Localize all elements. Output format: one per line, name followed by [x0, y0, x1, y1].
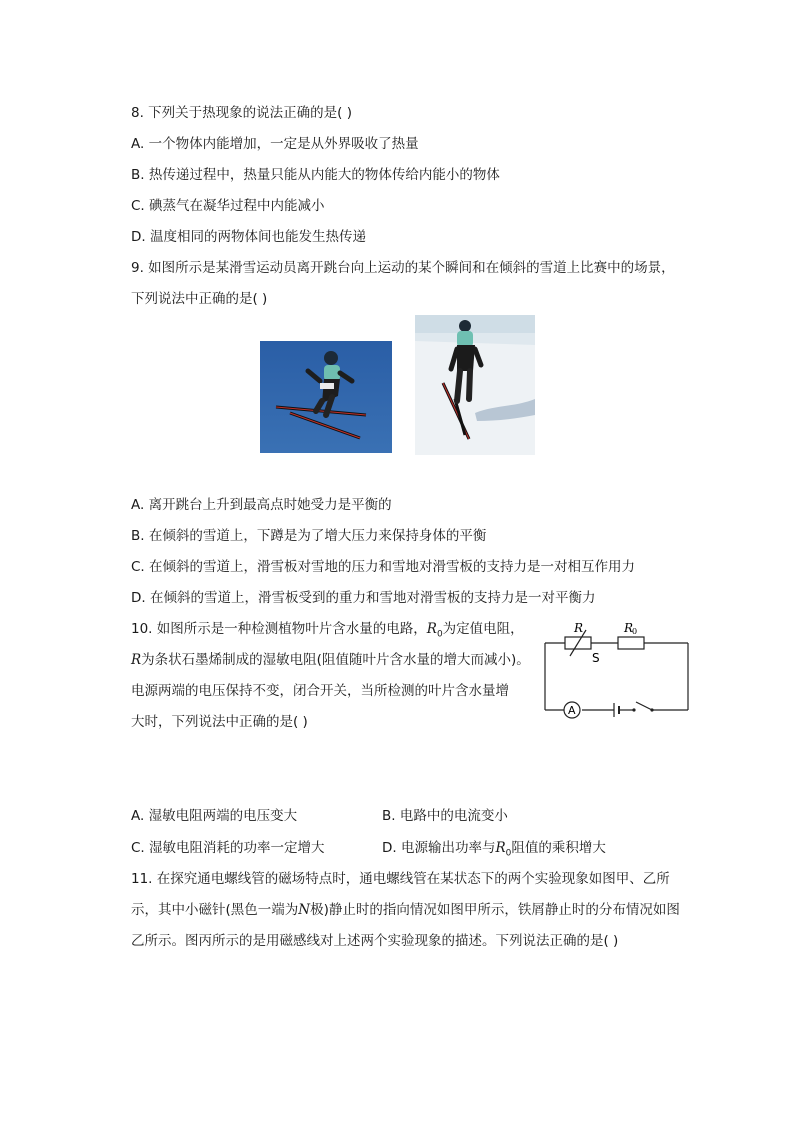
q8-option-b: B. 热传递过程中，热量只能从内能大的物体传给内能小的物体	[131, 167, 500, 183]
circuit-label-r: R	[574, 621, 584, 635]
q10-option-d: D. 电源输出功率与$R_0$阻值的乘积增大	[382, 840, 606, 859]
circuit-label-s: S	[592, 651, 600, 665]
q9-stem-line2: 下列说法中正确的是( )	[131, 291, 268, 307]
circuit-label-r0: R	[624, 621, 634, 635]
q11-stem-line1: 11. 在探究通电螺线管的磁场特点时，通电螺线管在某状态下的两个实验现象如图甲、乙所	[131, 871, 670, 887]
circuit-diagram	[540, 618, 695, 728]
q8-stem: 8. 下列关于热现象的说法正确的是( )	[131, 105, 352, 121]
ammeter-label: A	[568, 704, 576, 717]
q11-stem-line2: 示，其中小磁针(黑色一端为N极)静止时的指向情况如图甲所示，铁屑静止时的分布情况如图	[131, 902, 680, 918]
skier-jump-photo	[260, 341, 392, 453]
q10-option-c: C. 湿敏电阻消耗的功率一定增大	[131, 840, 325, 856]
q8-option-a: A. 一个物体内能增加，一定是从外界吸收了热量	[131, 136, 419, 152]
q9-option-b: B. 在倾斜的雪道上，下蹲是为了增大压力来保持身体的平衡	[131, 528, 487, 544]
circuit-label-r0-sub: 0	[632, 627, 638, 636]
q9-option-a: A. 离开跳台上升到最高点时她受力是平衡的	[131, 497, 392, 513]
q10-stem-line1: 10. 如图所示是一种检测植物叶片含水量的电路，$R_0$为定值电阻，	[131, 621, 524, 640]
q10-stem-line2: R为条状石墨烯制成的湿敏电阻(阻值随叶片含水量的增大而减小)。	[131, 652, 530, 668]
q9-option-d: D. 在倾斜的雪道上，滑雪板受到的重力和雪地对滑雪板的支持力是一对平衡力	[131, 590, 596, 606]
q8-option-c: C. 碘蒸气在凝华过程中内能减小	[131, 198, 325, 214]
skier-slope-photo	[415, 315, 535, 455]
q8-option-d: D. 温度相同的两物体间也能发生热传递	[131, 229, 366, 245]
q10-stem-line3: 电源两端的电压保持不变，闭合开关，当所检测的叶片含水量增	[131, 683, 509, 699]
q10-stem-line4: 大时，下列说法中正确的是( )	[131, 714, 308, 730]
q9-stem-line1: 9. 如图所示是某滑雪运动员离开跳台向上运动的某个瞬间和在倾斜的雪道上比赛中的场景，	[131, 260, 675, 276]
q11-stem-line3: 乙所示。图丙所示的是用磁感线对上述两个实验现象的描述。下列说法正确的是( )	[131, 933, 619, 949]
q10-option-b: B. 电路中的电流变小	[382, 808, 508, 824]
q9-option-c: C. 在倾斜的雪道上，滑雪板对雪地的压力和雪地对滑雪板的支持力是一对相互作用力	[131, 559, 636, 575]
q10-option-a: A. 湿敏电阻两端的电压变大	[131, 808, 298, 824]
